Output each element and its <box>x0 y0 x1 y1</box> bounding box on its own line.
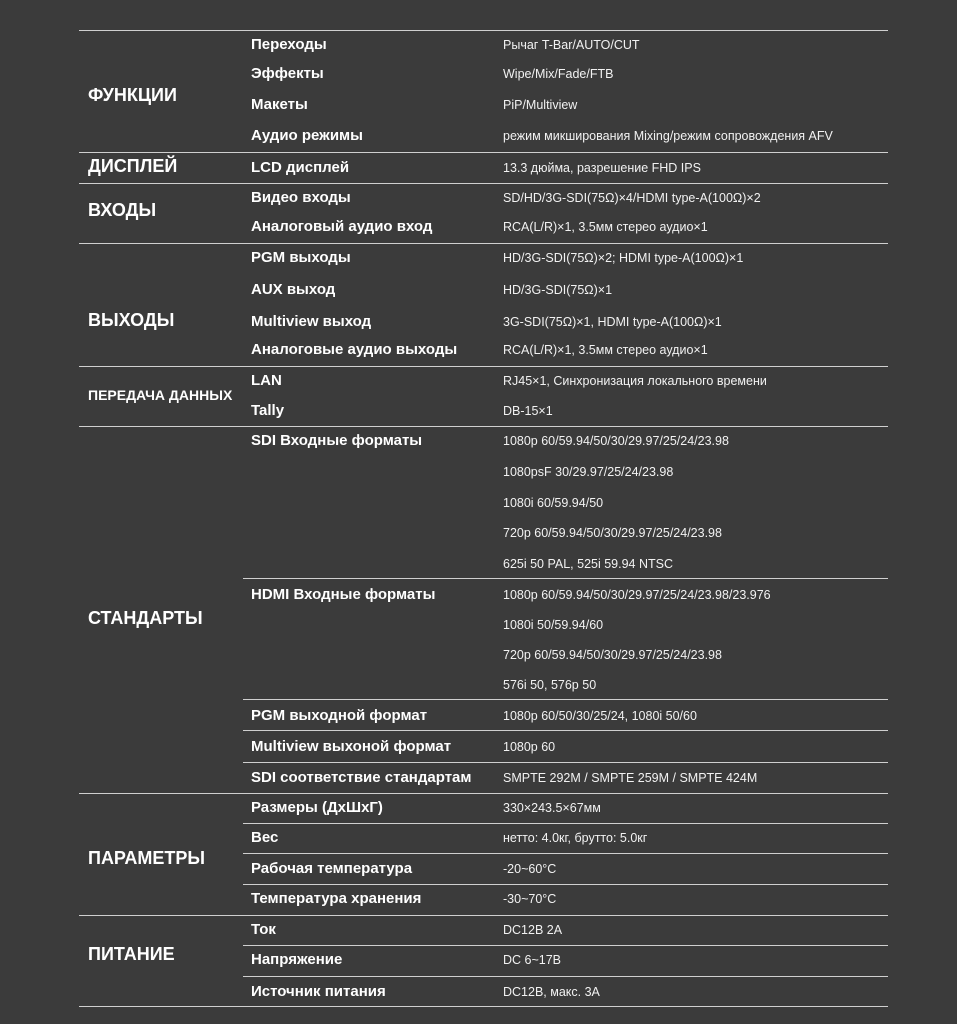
spec-label: PGM выходной формат <box>251 707 428 724</box>
section-divider <box>79 426 888 427</box>
spec-value: нетто: 4.0кг, брутто: 5.0кг <box>503 831 648 845</box>
spec-value: PiP/Multiview <box>503 98 578 112</box>
row-divider <box>243 578 888 579</box>
spec-value: DB-15×1 <box>503 404 553 418</box>
spec-value: режим микширования Mixing/режим сопровождения AFV <box>503 129 833 143</box>
category-label: ПАРАМЕТРЫ <box>88 848 205 868</box>
spec-label: SDI соответствие стандартам <box>251 769 472 786</box>
spec-value: 330×243.5×67мм <box>503 801 601 815</box>
spec-label: Эффекты <box>251 65 324 82</box>
spec-label: Макеты <box>251 96 308 113</box>
spec-value: 625i 50 PAL, 525i 59.94 NTSC <box>503 557 674 571</box>
spec-label: Tally <box>251 402 285 419</box>
spec-label: Multiview выход <box>251 313 372 330</box>
category-label: ВХОДЫ <box>88 200 157 220</box>
spec-label: SDI Входные форматы <box>251 432 423 449</box>
spec-label: Ток <box>251 921 276 938</box>
section-divider <box>79 183 888 184</box>
spec-label: PGM выходы <box>251 249 351 266</box>
spec-value: 1080i 50/59.94/60 <box>503 618 604 632</box>
spec-value: Рычаг T-Bar/AUTO/CUT <box>503 38 640 52</box>
spec-value: 1080psF 30/29.97/25/24/23.98 <box>503 465 674 479</box>
spec-value: 576i 50, 576p 50 <box>503 678 597 692</box>
section-divider <box>79 366 888 367</box>
spec-value: Wipe/Mix/Fade/FTB <box>503 67 614 81</box>
spec-label: Температура хранения <box>251 890 422 907</box>
spec-label: Источник питания <box>251 983 386 1000</box>
row-divider <box>243 762 888 763</box>
spec-value: -30~70°C <box>503 892 557 906</box>
row-divider <box>243 884 888 885</box>
spec-value: 3G-SDI(75Ω)×1, HDMI type-A(100Ω)×1 <box>503 315 722 329</box>
spec-value: 13.3 дюйма, разрешение FHD IPS <box>503 161 701 175</box>
category-label: ДИСПЛЕЙ <box>88 156 178 176</box>
category-label: ПИТАНИЕ <box>88 944 175 964</box>
spec-value: DC12В 2А <box>503 923 563 937</box>
row-divider <box>243 699 888 700</box>
spec-label: HDMI Входные форматы <box>251 586 436 603</box>
section-divider <box>79 243 888 244</box>
row-divider <box>243 976 888 977</box>
section-divider <box>79 30 888 31</box>
spec-label: AUX выход <box>251 281 336 298</box>
spec-label: Аудио режимы <box>251 127 363 144</box>
category-label: ПЕРЕДАЧА ДАННЫХ <box>88 387 233 403</box>
spec-label: Напряжение <box>251 951 343 968</box>
spec-label: Видео входы <box>251 189 351 206</box>
spec-label: Аналоговый аудио вход <box>251 218 433 235</box>
spec-label: Аналоговые аудио выходы <box>251 341 458 358</box>
section-divider <box>79 1006 888 1007</box>
row-divider <box>243 730 888 731</box>
row-divider <box>243 945 888 946</box>
spec-value: 1080p 60/50/30/25/24, 1080i 50/60 <box>503 709 697 723</box>
row-divider <box>243 853 888 854</box>
spec-label: Рабочая температура <box>251 860 413 877</box>
spec-label: Вес <box>251 829 279 846</box>
category-label: СТАНДАРТЫ <box>88 608 203 628</box>
spec-value: HD/3G-SDI(75Ω)×2; HDMI type-A(100Ω)×1 <box>503 251 744 265</box>
spec-value: SMPTE 292M / SMPTE 259M / SMPTE 424M <box>503 771 758 785</box>
spec-value: 1080p 60/59.94/50/30/29.97/25/24/23.98/23.976 <box>503 588 771 602</box>
spec-label: LAN <box>251 372 282 389</box>
section-divider <box>79 915 888 916</box>
spec-value: 1080p 60/59.94/50/30/29.97/25/24/23.98 <box>503 434 729 448</box>
spec-label: Переходы <box>251 36 327 53</box>
spec-value: RCA(L/R)×1, 3.5мм стерео аудио×1 <box>503 220 708 234</box>
spec-value: HD/3G-SDI(75Ω)×1 <box>503 283 613 297</box>
spec-label: Размеры (ДхШхГ) <box>251 799 383 816</box>
spec-value: DC12В, макс. 3А <box>503 985 600 999</box>
category-label: ФУНКЦИИ <box>88 85 177 105</box>
spec-value: RJ45×1, Синхронизация локального времени <box>503 374 767 388</box>
spec-value: DC 6~17В <box>503 953 562 967</box>
spec-value: 1080i 60/59.94/50 <box>503 496 604 510</box>
spec-label: LCD дисплей <box>251 159 350 176</box>
spec-value: 720p 60/59.94/50/30/29.97/25/24/23.98 <box>503 526 722 540</box>
row-divider <box>243 823 888 824</box>
section-divider <box>79 152 888 153</box>
section-divider <box>79 793 888 794</box>
category-label: ВЫХОДЫ <box>88 310 175 330</box>
spec-value: 720p 60/59.94/50/30/29.97/25/24/23.98 <box>503 648 722 662</box>
spec-label: Multiview выхоной формат <box>251 738 452 755</box>
spec-value: SD/HD/3G-SDI(75Ω)×4/HDMI type-A(100Ω)×2 <box>503 191 761 205</box>
spec-value: RCA(L/R)×1, 3.5мм стерео аудио×1 <box>503 343 708 357</box>
spec-value: -20~60°C <box>503 862 557 876</box>
spec-value: 1080p 60 <box>503 740 556 754</box>
